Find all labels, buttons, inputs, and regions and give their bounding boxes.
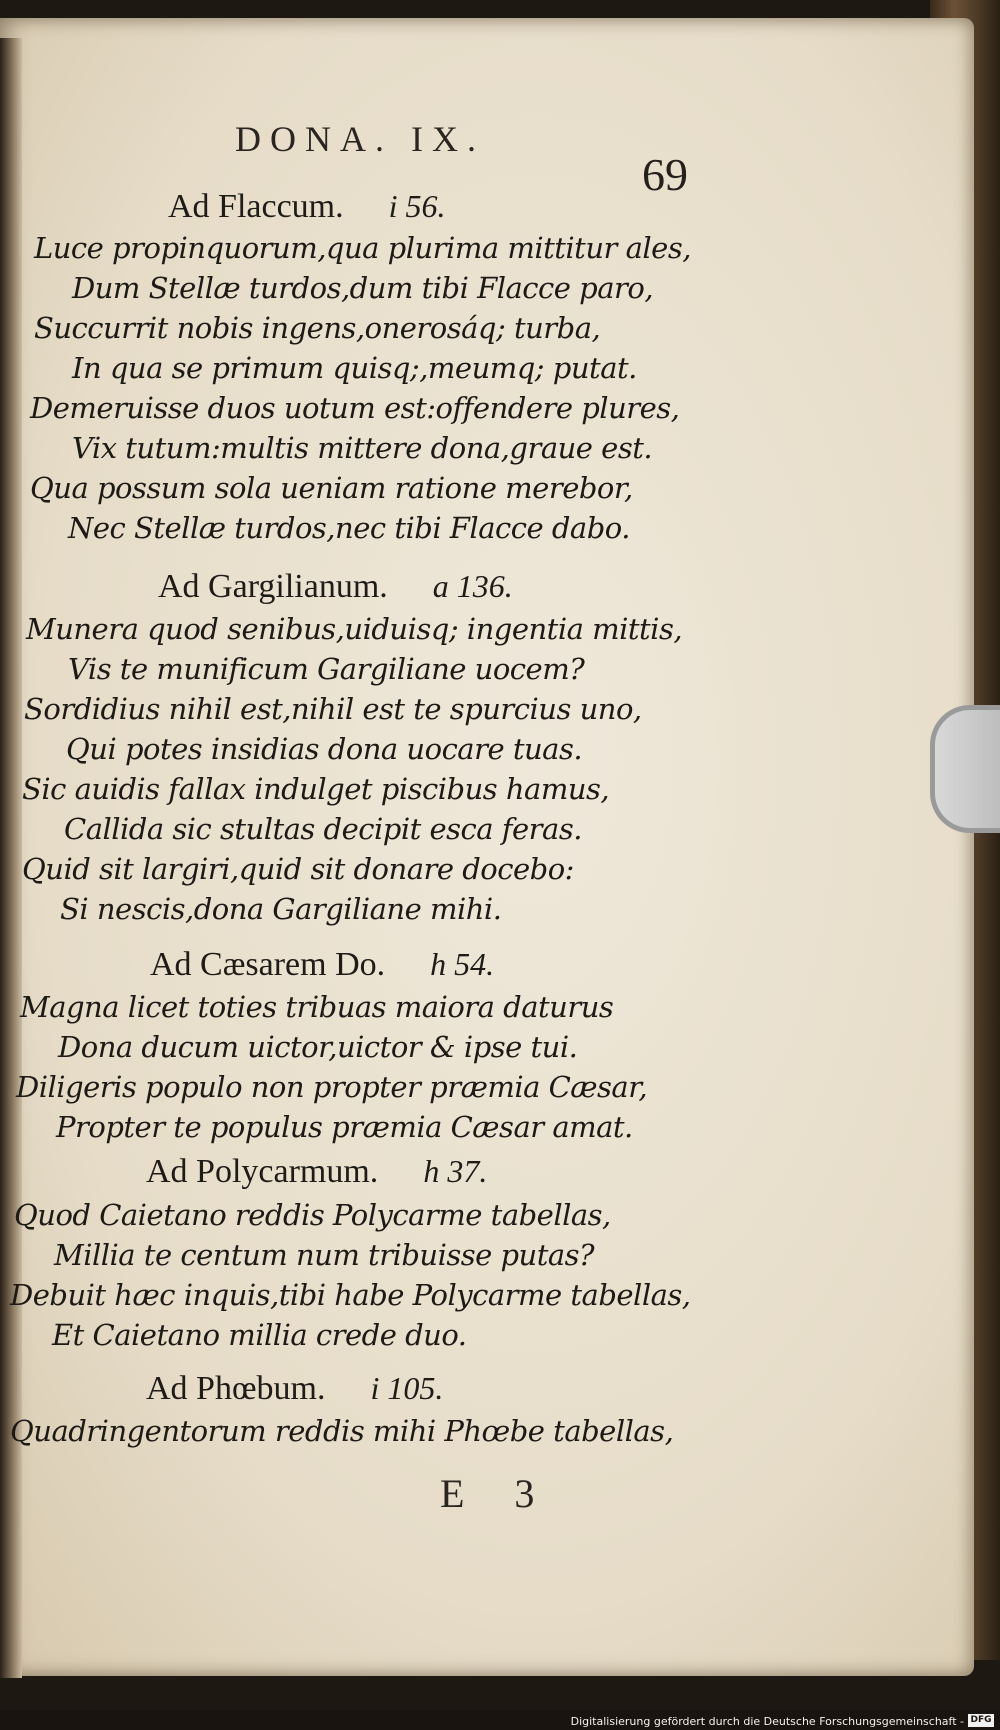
verse-line: Diligeris populo non propter præmia Cæsar, — [16, 1070, 648, 1104]
verse-line: Magna licet toties tribuas maiora daturus — [20, 990, 614, 1024]
signature-mark: E 3 — [440, 1471, 555, 1516]
book-page — [0, 18, 974, 1676]
verse-line: Dona ducum uictor,uictor & ipse tui. — [58, 1030, 578, 1064]
verse-line: In qua se primum quisq;,meumq; putat. — [72, 351, 637, 385]
poem-title-text: Ad Cæsarem Do. — [150, 946, 386, 983]
verse-line: Sordidius nihil est,nihil est te spurcius uno, — [24, 692, 642, 726]
verse-line: Debuit hæc inquis,tibi habe Polycarme tabellas, — [10, 1278, 691, 1312]
dfg-logo: DFG — [968, 1714, 994, 1727]
poem-reference: h 37. — [423, 1153, 488, 1189]
poem-title — [146, 1370, 443, 1408]
verse-line: Sic auidis fallax indulget piscibus hamus, — [22, 772, 610, 806]
verse-line: Et Caietano millia crede duo. — [52, 1318, 467, 1352]
poem-title — [158, 568, 513, 606]
poem-title — [168, 188, 446, 226]
verse-line: Luce propinquorum,qua plurima mittitur ales, — [34, 231, 691, 265]
verse-line: Munera quod senibus,uiduisq; ingentia mittis, — [26, 612, 683, 646]
poem-reference: a 136. — [432, 568, 513, 604]
verse-line: Qui potes insidias dona uocare tuas. — [66, 732, 583, 766]
poem-title — [150, 946, 494, 984]
poem-title-text: Ad Gargilianum. — [158, 568, 388, 605]
page-clip — [930, 705, 1000, 833]
digitization-credit: Digitalisierung gefördert durch die Deutsche Forschungsgemeinschaft - — [570, 1715, 964, 1728]
verse-line: Quid sit largiri,quid sit donare docebo: — [22, 852, 574, 886]
verse-line: Dum Stellæ turdos,dum tibi Flacce paro, — [72, 271, 654, 305]
poem-reference: i 105. — [370, 1370, 444, 1406]
verse-line: Si nescis,dona Gargiliane mihi. — [60, 892, 502, 926]
poem-title-text: Ad Polycarmum. — [146, 1153, 379, 1190]
verse-line: Nec Stellæ turdos,nec tibi Flacce dabo. — [68, 511, 630, 545]
poem-reference: h 54. — [430, 946, 495, 982]
verse-line: Millia te centum num tribuisse putas? — [54, 1238, 595, 1272]
verse-line: Vix tutum:multis mittere dona,graue est. — [72, 431, 653, 465]
running-header: DONA. IX. — [235, 119, 485, 159]
poem-title-text: Ad Flaccum. — [168, 188, 344, 225]
poem-reference: i 56. — [388, 188, 446, 224]
verse-line: Callida sic stultas decipit esca feras. — [64, 812, 582, 846]
verse-line: Quadringentorum reddis mihi Phœbe tabellas, — [10, 1414, 674, 1448]
verse-line: Demeruisse duos uotum est:offendere plures, — [30, 391, 680, 425]
verse-line: Succurrit nobis ingens,onerosáq; turba, — [34, 311, 601, 345]
verse-line: Quod Caietano reddis Polycarme tabellas, — [14, 1198, 611, 1232]
poem-title-text: Ad Phœbum. — [146, 1370, 326, 1407]
verse-line: Qua possum sola ueniam ratione merebor, — [30, 471, 633, 505]
verse-line: Vis te munificum Gargiliane uocem? — [68, 652, 585, 686]
verse-line: Propter te populus præmia Cæsar amat. — [56, 1110, 633, 1144]
page-text — [0, 18, 974, 1676]
page-number: 69 — [642, 149, 688, 200]
poem-title — [146, 1153, 487, 1191]
